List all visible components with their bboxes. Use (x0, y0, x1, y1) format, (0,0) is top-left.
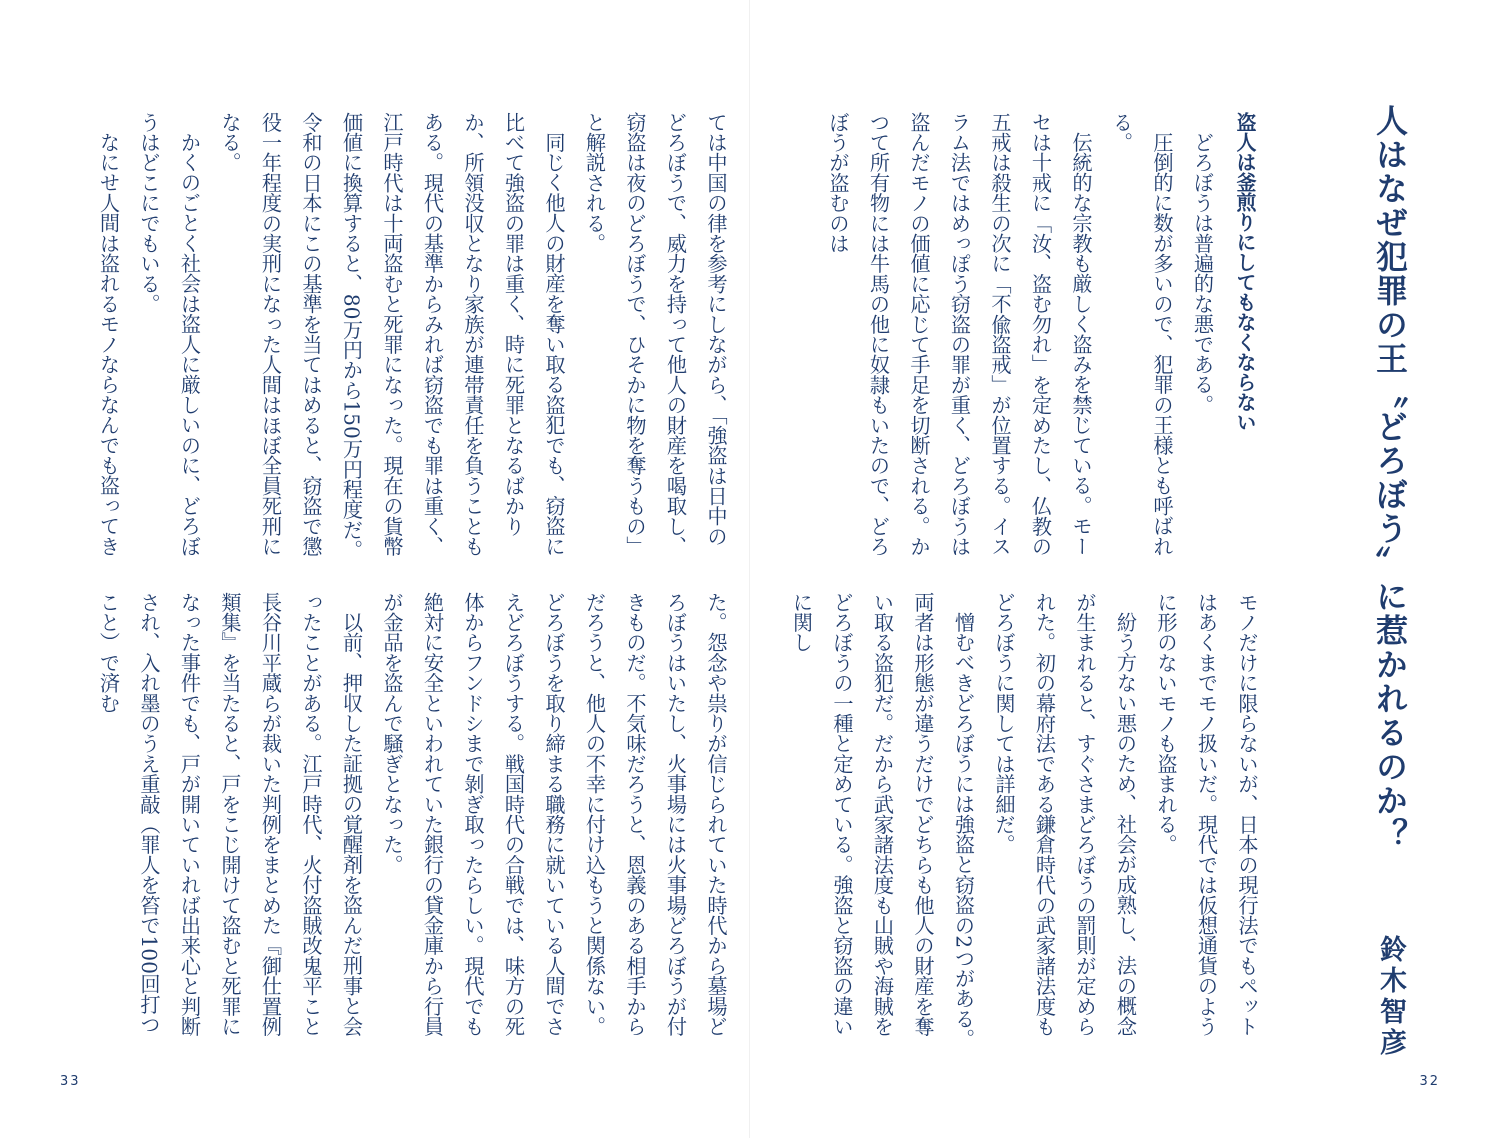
paragraph: なにせ人間は盗れるモノならなんでも盗ってき (96, 132, 121, 557)
paragraph: 同じく他人の財産を奪い取る盗犯でも、窃盗に比べて強盗の罪は重く、時に死罪となるばかりか、所領没収となり家族が連帯責任を負うこともある。現代の基準からみれば窃盗でも罪は重く、江戸時代は十両盗むと死罪になった。現在の貨幣価値に換算すると、80万円から150万円程度だ。令和の日本にこの基準を当てはめると、窃盗で懲役一年程度の実刑になった人間はほぼ全員死刑になる。 (218, 112, 566, 561)
paragraph: 伝統的な宗教も厳しく盗みを禁じている。モーセは十戒に「汝、盗む勿れ」を定めたし、仏教の五戒は殺生の次に「不偸盗戒」が位置する。イスラム法ではめっぽう窃盗の罪が重く、どろぼうは盗んだモノの価値に応じて手足を切断される。かつて所有物には牛馬の他に奴隷もいたので、どろぼうが盗むのは (826, 112, 1093, 557)
paragraph: 紛う方ない悪のため、社会が成熟し、法の概念が生まれると、すぐさまどろぼうの罰則が定められた。初の幕府法である鎌倉時代の武家諸法度もどろぼうに関しては詳細だ。 (992, 592, 1138, 1037)
paragraph-continuation: モノだけに限らないが、日本の現行法でもペットはあくまでモノ扱いだ。現代では仮想通貨のように形のないモノも盗まれる。 (1154, 592, 1259, 1037)
right-page (750, 0, 1500, 1138)
paragraph: 憎むべきどろぼうには強盗と窃盗の2つがある。両者は形態が違うだけでどちらも他人の財産を奪い取る盗犯だ。だから武家諸法度も山賊や海賊をどろぼうの一種と定めている。強盗と窃盗の違いに関し (789, 592, 976, 1050)
right-bottom-text-block (789, 592, 1267, 1052)
paragraph: 以前、押収した証拠の覚醒剤を盗んだ刑事と会ったことがある。江戸時代、火付盗賊改鬼平こと長谷川平蔵らが裁いた判例をまとめた『御仕置例類集』を当たると、戸をこじ開けて盗むと死罪になった事件でも、戸が開いていれば出来心と判断され、入れ墨のうえ重敲（罪人を笞で100回打つこと）で済む (96, 592, 364, 1037)
paragraph: かくのごとく社会は盗人に厳しいのに、どろぼうはどこにでもいる。 (137, 112, 202, 557)
paragraph-continuation: た。怨念や祟りが信じられていた時代から墓場どろぼうはいたし、火事場には火事場どろぼうが付きものだ。不気味だろうと、恩義のある相手からだろうと、他人の不幸に付け込もうと関係ない。どろぼうを取り締まる職務に就いている人間でさえどろぼうする。戦国時代の合戦では、味方の死体からフンドシまで剝ぎ取ったらしい。現代でも絶対に安全といわれていた銀行の貸金庫から行員が金品を盗んで騒ぎとなった。 (380, 592, 728, 1037)
paragraph-continuation: ては中国の律を参考にしながら、「強盗は日中のどろぼうで、威力を持って他人の財産を喝取し、窃盗は夜のどろぼうで、ひそかに物を奪うもの」と解説される。 (582, 112, 728, 557)
paragraph: 圧倒的に数が多いので、犯罪の王様とも呼ばれる。 (1109, 112, 1174, 557)
left-bottom-text-block (96, 592, 736, 1052)
page-number-right: 32 (1419, 1074, 1440, 1089)
left-top-text-block (96, 112, 736, 566)
section-heading: 盗人は釜煎りにしてもなくならない (1233, 112, 1257, 432)
page-number-left: 33 (60, 1074, 81, 1089)
paragraph: どろぼうは普遍的な悪である。 (1190, 132, 1215, 415)
article-title: 人はなぜ犯罪の王〝どろぼう〟に惹かれるのか？ (1371, 104, 1409, 852)
author-name: 鈴木智彦 (1375, 935, 1406, 1059)
